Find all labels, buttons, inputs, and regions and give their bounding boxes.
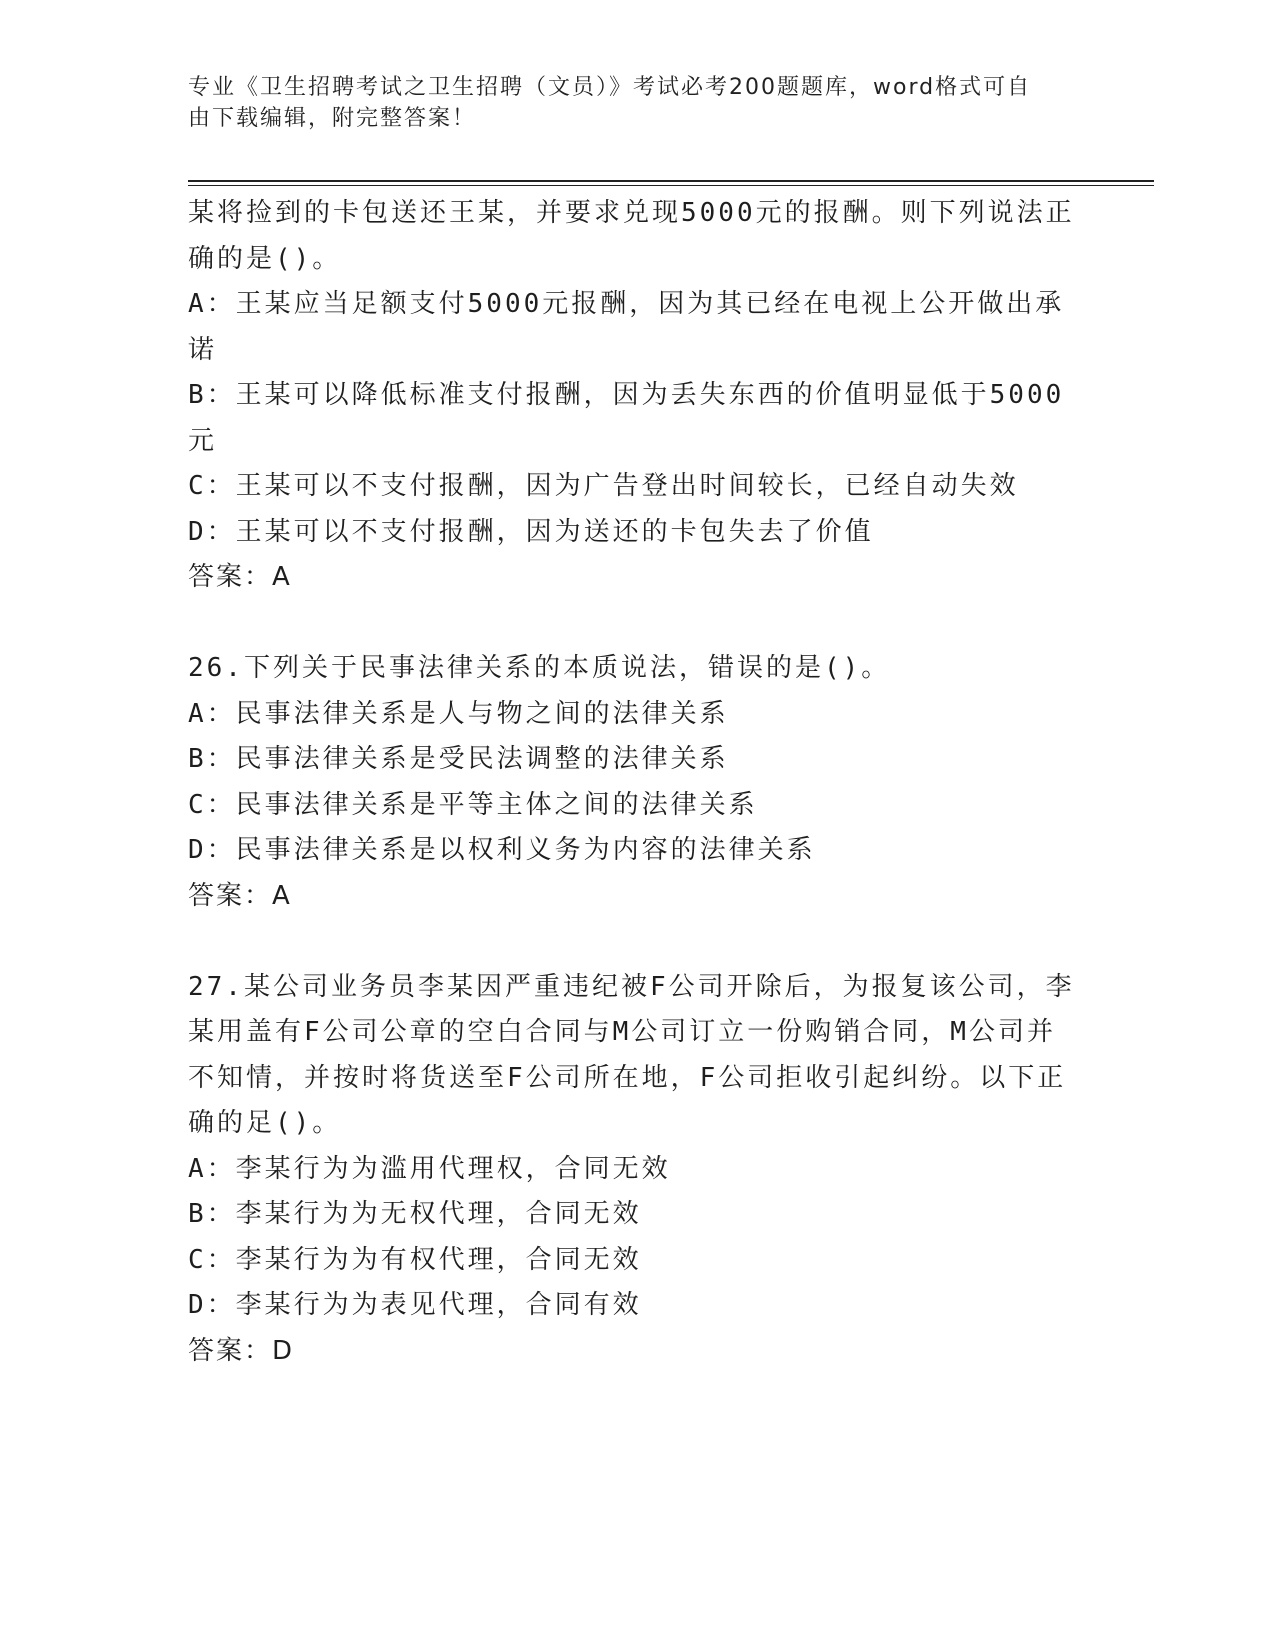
page-header <box>188 72 1088 134</box>
option-b: B：李某行为为无权代理，合同无效 <box>188 1199 642 1229</box>
answer: 答案：A <box>188 880 292 911</box>
question-26 <box>188 646 1088 919</box>
option-a: A：李某行为为滥用代理权，合同无效 <box>188 1153 671 1184</box>
question-stem-line: 某用盖有F公司公章的空白合同与M公司订立一份购销合同，M公司并 <box>188 1017 1056 1047</box>
answer: 答案：A <box>188 562 292 592</box>
option-c: C：李某行为为有权代理，合同无效 <box>188 1244 642 1275</box>
question-stem-line: 27.某公司业务员李某因严重违纪被F公司开除后，为报复该公司，李 <box>188 971 1075 1002</box>
option-b-continued: 元 <box>188 425 218 456</box>
spacer <box>188 601 1088 647</box>
question-stem: 26.下列关于民事法律关系的本质说法，错误的是()。 <box>188 653 891 683</box>
question-25 <box>188 191 1088 601</box>
header-divider-thick <box>188 180 1154 182</box>
question-stem-line: 某将捡到的卡包送还王某，并要求兑现5000元的报酬。则下列说法正 <box>188 198 1075 228</box>
option-a-continued: 诺 <box>188 334 218 365</box>
option-a: A：民事法律关系是人与物之间的法律关系 <box>188 698 729 729</box>
question-content <box>188 191 1088 1374</box>
option-c: C：民事法律关系是平等主体之间的法律关系 <box>188 789 758 820</box>
option-b: B：王某可以降低标准支付报酬，因为丢失东西的价值明显低于5000 <box>188 380 1065 410</box>
option-b: B：民事法律关系是受民法调整的法律关系 <box>188 744 729 774</box>
header-divider-thin <box>188 185 1154 186</box>
question-stem-line: 确的是()。 <box>188 243 342 274</box>
question-stem-line: 不知情，并按时将货送至F公司所在地，F公司拒收引起纠纷。以下正 <box>188 1062 1067 1093</box>
header-line-2: 由下载编辑，附完整答案！ <box>188 106 477 131</box>
question-27 <box>188 965 1088 1375</box>
option-c: C：王某可以不支付报酬，因为广告登出时间较长，已经自动失效 <box>188 471 1019 501</box>
option-a: A：王某应当足额支付5000元报酬，因为其已经在电视上公开做出承 <box>188 289 1065 319</box>
answer: 答案：D <box>188 1335 295 1366</box>
header-line-1: 专业《卫生招聘考试之卫生招聘（文员）》考试必考200题题库，word格式可自 <box>188 75 1032 100</box>
spacer <box>188 919 1088 965</box>
option-d: D：王某可以不支付报酬，因为送还的卡包失去了价值 <box>188 516 874 547</box>
option-d: D：民事法律关系是以权利义务为内容的法律关系 <box>188 835 816 865</box>
option-d: D：李某行为为表见代理，合同有效 <box>188 1290 642 1320</box>
question-stem-line: 确的足()。 <box>188 1108 342 1138</box>
